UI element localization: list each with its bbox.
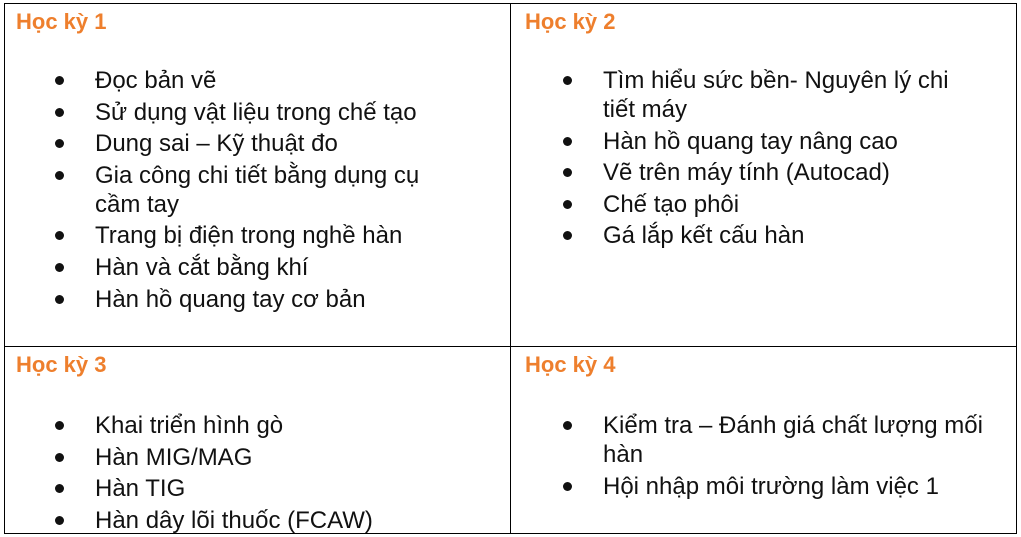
semester-title: Học kỳ 4: [525, 352, 616, 377]
semester-cell-4: [510, 346, 1016, 533]
course-label: Tìm hiểu sức bền- Nguyên lý chi tiết máy: [603, 67, 949, 123]
semester-title: Học kỳ 1: [16, 9, 107, 34]
semester-title: Học kỳ 3: [16, 352, 107, 377]
course-label: Kiểm tra – Đánh giá chất lượng mối hàn: [603, 412, 983, 468]
bullet-icon: [55, 484, 64, 493]
course-item: [5, 66, 455, 95]
course-label: Hàn hồ quang tay cơ bản: [95, 285, 366, 313]
course-list: [5, 66, 455, 316]
bullet-icon: [55, 139, 64, 148]
course-label: Hàn TIG: [95, 475, 186, 503]
bullet-icon: [55, 108, 64, 117]
semester-table: [4, 3, 1017, 534]
course-item: [5, 98, 455, 127]
course-item: [511, 190, 983, 219]
bullet-icon: [563, 421, 572, 430]
course-item: [5, 161, 455, 219]
bullet-icon: [55, 453, 64, 462]
bullet-icon: [563, 76, 572, 85]
bullet-icon: [563, 482, 572, 491]
course-item: [5, 506, 455, 535]
course-label: Hàn dây lõi thuốc (FCAW): [95, 506, 373, 534]
course-item: [5, 411, 455, 440]
bullet-icon: [55, 295, 64, 304]
course-label: Vẽ trên máy tính (Autocad): [603, 159, 890, 187]
course-label: Hàn MIG/MAG: [95, 443, 253, 471]
course-label: Chế tạo phôi: [603, 190, 740, 218]
course-item: [5, 285, 455, 314]
bullet-icon: [55, 231, 64, 240]
bullet-icon: [55, 421, 64, 430]
course-item: [511, 127, 983, 156]
semester-cell-3: [5, 346, 510, 533]
course-label: Sử dụng vật liệu trong chế tạo: [95, 98, 417, 126]
bullet-icon: [55, 263, 64, 272]
semester-cell-1: [5, 4, 510, 346]
course-list: [5, 411, 455, 537]
bullet-icon: [563, 168, 572, 177]
bullet-icon: [55, 171, 64, 180]
course-item: [511, 158, 983, 187]
course-item: [5, 221, 455, 250]
course-label: Dung sai – Kỹ thuật đo: [95, 130, 338, 158]
course-item: [5, 253, 455, 282]
bullet-icon: [563, 200, 572, 209]
semester-cell-2: [510, 4, 1016, 346]
course-list: [511, 66, 983, 253]
bullet-icon: [55, 76, 64, 85]
bullet-icon: [563, 231, 572, 240]
bullet-icon: [563, 137, 572, 146]
course-label: Hàn hồ quang tay nâng cao: [603, 127, 898, 155]
course-item: [5, 443, 455, 472]
course-item: [511, 411, 983, 469]
course-item: [511, 472, 983, 501]
course-label: Hàn và cắt bằng khí: [95, 253, 309, 281]
course-list: [511, 411, 983, 503]
course-label: Gia công chi tiết bằng dụng cụ cầm tay: [95, 161, 420, 218]
course-item: [5, 129, 455, 158]
bullet-icon: [55, 516, 64, 525]
course-label: Hội nhập môi trường làm việc 1: [603, 472, 939, 500]
course-label: Gá lắp kết cấu hàn: [603, 222, 805, 250]
course-item: [511, 66, 983, 124]
semester-title: Học kỳ 2: [525, 9, 616, 34]
course-label: Đọc bản vẽ: [95, 67, 217, 94]
course-label: Trang bị điện trong nghề hàn: [95, 222, 403, 250]
course-item: [5, 474, 455, 503]
course-item: [511, 221, 983, 250]
course-label: Khai triển hình gò: [95, 412, 284, 439]
